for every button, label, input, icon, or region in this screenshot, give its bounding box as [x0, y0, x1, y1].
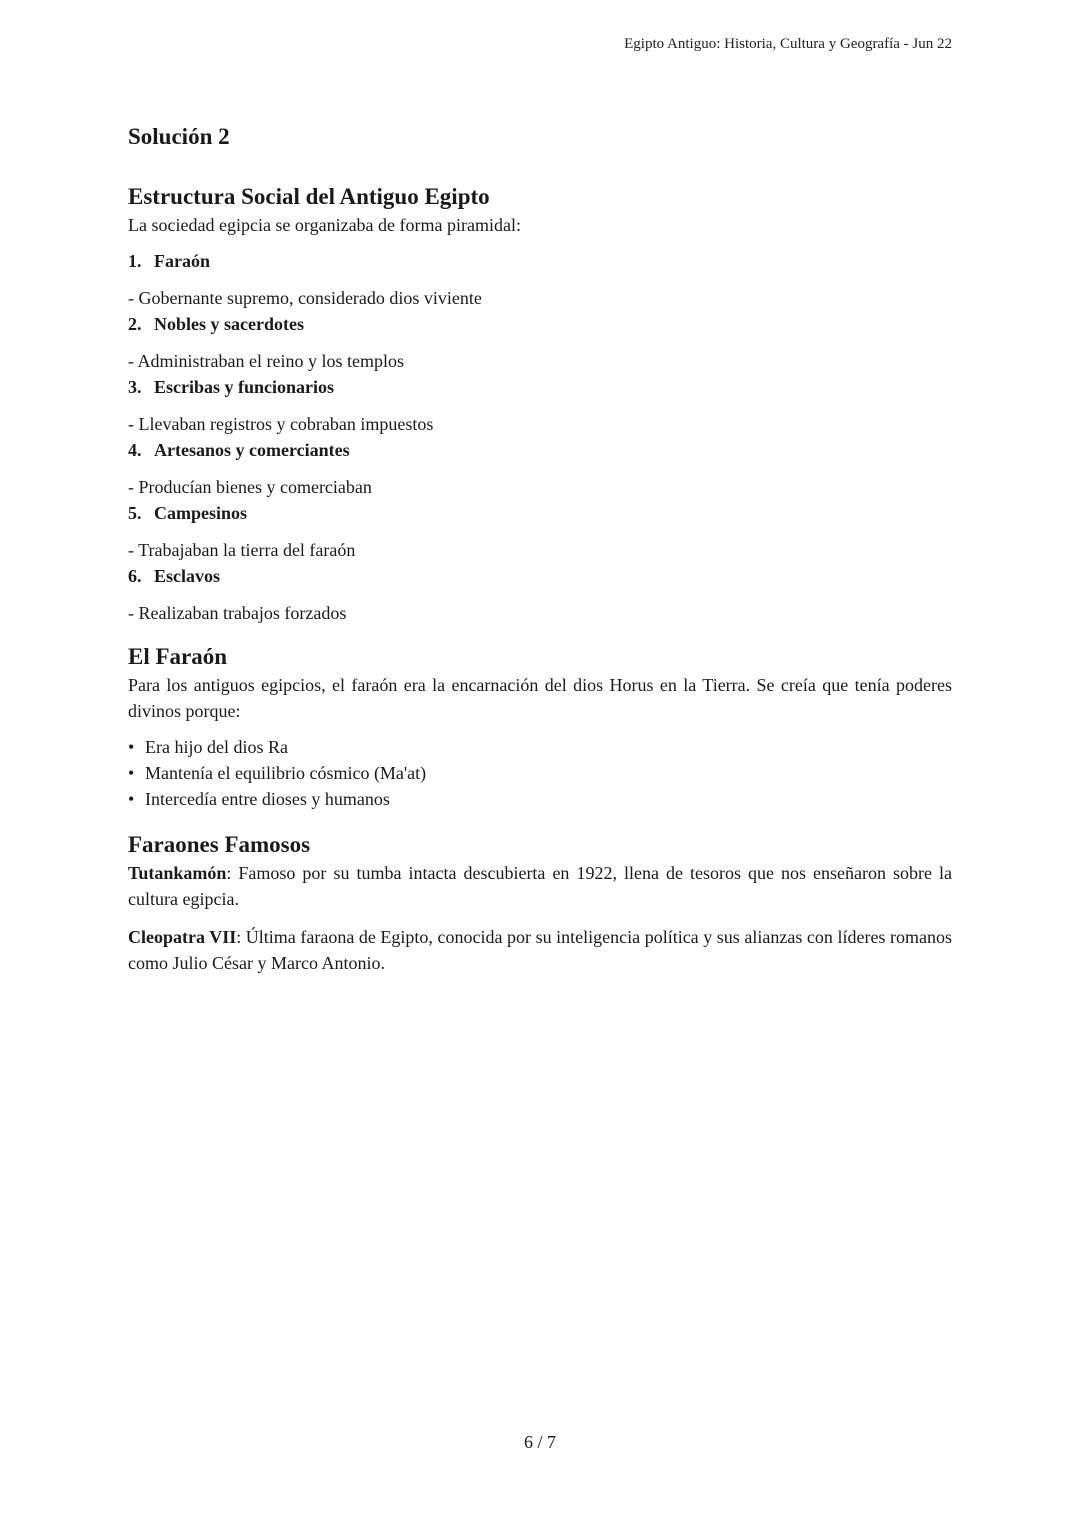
famous-pharaohs-heading: Faraones Famosos	[128, 832, 311, 857]
rank-title-line	[128, 248, 952, 274]
famous-pharaoh-paragraph	[128, 924, 952, 976]
list-item	[128, 734, 952, 760]
social-structure-heading: Estructura Social del Antiguo Egipto	[128, 184, 490, 209]
bullet-icon: •	[128, 737, 135, 757]
pharaoh-name: Cleopatra VII	[128, 927, 237, 947]
rank-title-line	[128, 311, 952, 337]
pharaoh-intro: Para los antiguos egipcios, el faraón era la encarnación del dios Horus en la Tierra. Se creía que tenía poderes divinos porque:	[128, 675, 952, 721]
famous-pharaoh-paragraph	[128, 860, 952, 912]
page-content	[128, 120, 952, 976]
rank-description: - Producían bienes y comerciaban	[128, 477, 372, 497]
running-header: Egipto Antiguo: Historia, Cultura y Geografía - Jun 22	[624, 36, 952, 52]
rank-item	[128, 563, 952, 626]
rank-number: 6.	[128, 566, 142, 586]
rank-item	[128, 437, 952, 500]
pharaoh-description: : Famoso por su tumba intacta descubierta en 1922, llena de tesoros que nos enseñaron sobre la cultura egipcia.	[128, 863, 952, 909]
rank-description: - Gobernante supremo, considerado dios viviente	[128, 288, 482, 308]
rank-title: Esclavos	[154, 566, 221, 586]
rank-description: - Realizaban trabajos forzados	[128, 603, 347, 623]
bullet-text: Intercedía entre dioses y humanos	[145, 789, 390, 809]
pharaoh-description: : Última faraona de Egipto, conocida por su inteligencia política y sus alianzas con líderes romanos como Julio César y Marco Antonio.	[128, 927, 952, 973]
rank-title: Faraón	[154, 251, 210, 271]
rank-title-line	[128, 374, 952, 400]
bullet-text: Mantenía el equilibrio cósmico (Ma'at)	[145, 763, 427, 783]
rank-number: 2.	[128, 314, 142, 334]
rank-description: - Llevaban registros y cobraban impuestos	[128, 414, 434, 434]
rank-description: - Administraban el reino y los templos	[128, 351, 404, 371]
rank-title: Escribas y funcionarios	[154, 377, 335, 397]
rank-title: Artesanos y comerciantes	[154, 440, 350, 460]
pharaoh-bullet-list	[128, 734, 952, 812]
rank-number: 3.	[128, 377, 142, 397]
social-structure-intro: La sociedad egipcia se organizaba de forma piramidal:	[128, 215, 521, 235]
solution-title: Solución 2	[128, 124, 230, 149]
rank-item	[128, 311, 952, 374]
bullet-text: Era hijo del dios Ra	[145, 737, 288, 757]
page-number: 6 / 7	[523, 1432, 556, 1452]
rank-title-line	[128, 563, 952, 589]
rank-item	[128, 374, 952, 437]
rank-title-line	[128, 500, 952, 526]
rank-description: - Trabajaban la tierra del faraón	[128, 540, 356, 560]
rank-number: 1.	[128, 251, 142, 271]
rank-number: 4.	[128, 440, 142, 460]
rank-item	[128, 500, 952, 563]
rank-title: Nobles y sacerdotes	[154, 314, 304, 334]
pharaoh-heading: El Faraón	[128, 644, 228, 669]
rank-title-line	[128, 437, 952, 463]
rank-number: 5.	[128, 503, 142, 523]
rank-title: Campesinos	[154, 503, 248, 523]
pharaoh-name: Tutankamón	[128, 863, 227, 883]
list-item	[128, 786, 952, 812]
bullet-icon: •	[128, 763, 135, 783]
rank-item	[128, 248, 952, 311]
list-item	[128, 760, 952, 786]
bullet-icon: •	[128, 789, 135, 809]
